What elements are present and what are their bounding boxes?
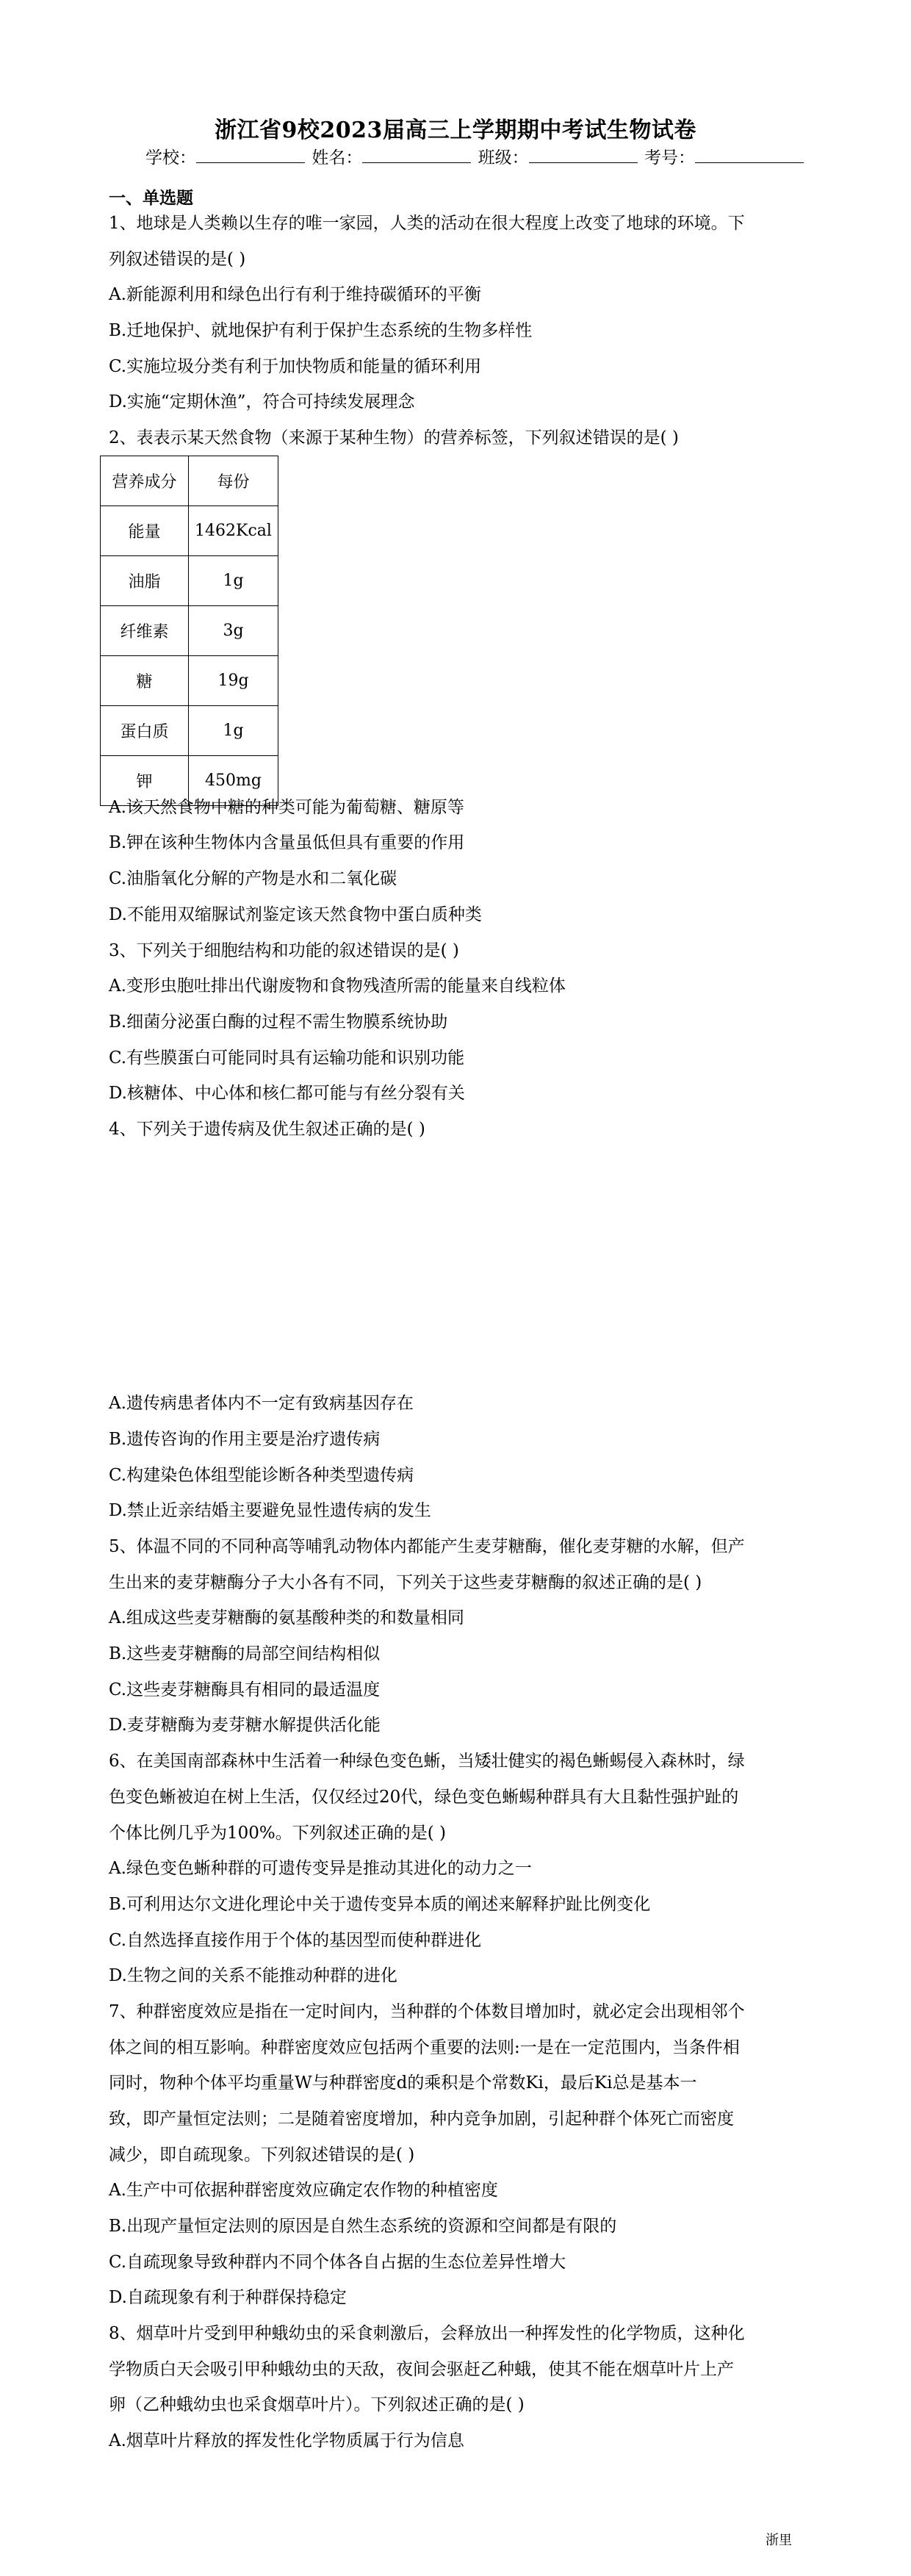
q7-option-d: D.自疏现象有利于种群保持稳定: [109, 2288, 347, 2307]
q4-stem: 4、下列关于遗传病及优生叙述正确的是( ): [109, 1120, 425, 1139]
q7-stem-line5: 减少，即自疏现象。下列叙述错误的是( ): [109, 2145, 415, 2165]
table-row: [101, 506, 278, 556]
table-cell: 钾: [101, 756, 189, 806]
q2-option-a: A.该天然食物中糖的种类可能为葡萄糖、糖原等: [109, 798, 464, 817]
q1-option-c: C.实施垃圾分类有利于加快物质和能量的循环利用: [109, 357, 482, 376]
table-row: [101, 656, 278, 706]
q3-option-d: D.核糖体、中心体和核仁都可能与有丝分裂有关: [109, 1084, 465, 1103]
q6-option-d: D.生物之间的关系不能推动种群的进化: [109, 1966, 397, 1985]
table-cell: 油脂: [101, 556, 189, 606]
q2-stem: 2、表表示某天然食物（来源于某种生物）的营养标签，下列叙述错误的是( ): [109, 428, 679, 447]
q6-stem-line3: 个体比例几乎为100%。下列叙述正确的是( ): [109, 1824, 447, 1843]
q5-stem-line2: 生出来的麦芽糖酶分子大小各有不同，下列关于这些麦芽糖酶的叙述正确的是( ): [109, 1573, 702, 1592]
q6-option-c: C.自然选择直接作用于个体的基因型而使种群进化: [109, 1931, 482, 1950]
q5-stem-line1: 5、体温不同的不同种高等哺乳动物体内都能产生麦芽糖酶，催化麦芽糖的水解，但产: [109, 1537, 745, 1556]
q7-stem-line4: 致，即产量恒定法则；二是随着密度增加，种内竞争加剧，引起种群个体死亡而密度: [109, 2109, 734, 2129]
table-header: 每份: [189, 456, 278, 506]
q1-option-a: A.新能源利用和绿色出行有利于维持碳循环的平衡: [109, 285, 481, 304]
table-header: 营养成分: [101, 456, 189, 506]
q8-stem-line3: 卵（乙种蛾幼虫也采食烟草叶片）。下列叙述正确的是( ): [109, 2395, 525, 2414]
class-blank[interactable]: [529, 148, 638, 163]
table-cell: 1462Kcal: [189, 506, 278, 556]
nutrition-table: [100, 456, 278, 806]
q2-option-b: B.钾在该种生物体内含量虽低但具有重要的作用: [109, 833, 465, 852]
q5-option-b: B.这些麦芽糖酶的局部空间结构相似: [109, 1644, 381, 1663]
table-row: [101, 606, 278, 656]
q4-option-d: D.禁止近亲结婚主要避免显性遗传病的发生: [109, 1501, 431, 1520]
student-info-line: [145, 144, 805, 168]
q7-stem-line3: 同时，物种个体平均重量W与种群密度d的乘积是个常数Ki，最后Ki总是基本一: [109, 2073, 697, 2093]
page-title: 浙江省9校2023届高三上学期期中考试生物试卷: [215, 118, 696, 143]
q6-stem-line2: 色变色蜥被迫在树上生活，仅仅经过20代，绿色变色蜥蜴种群具有大且黏性强护趾的: [109, 1788, 739, 1807]
q8-stem-line1: 8、烟草叶片受到甲种蛾幼虫的采食刺激后，会释放出一种挥发性的化学物质，这种化: [109, 2324, 745, 2343]
class-label: 班级：: [478, 148, 529, 168]
q3-option-b: B.细菌分泌蛋白酶的过程不需生物膜系统协助: [109, 1012, 448, 1032]
q6-option-a: A.绿色变色蜥种群的可遗传变异是推动其进化的动力之一: [109, 1859, 532, 1878]
exam-no-blank[interactable]: [695, 148, 804, 163]
q1-stem-line1: 1、地球是人类赖以生存的唯一家园，人类的活动在很大程度上改变了地球的环境。下: [109, 214, 745, 233]
name-label: 姓名：: [312, 148, 363, 168]
q7-option-c: C.自疏现象导致种群内不同个体各自占据的生态位差异性增大: [109, 2253, 566, 2272]
school-label: 学校：: [145, 148, 196, 168]
q1-option-d: D.实施“定期休渔”，符合可持续发展理念: [109, 392, 415, 411]
name-blank[interactable]: [362, 148, 471, 163]
q8-option-a: A.烟草叶片释放的挥发性化学物质属于行为信息: [109, 2431, 464, 2450]
table-cell: 3g: [189, 606, 278, 656]
q4-option-a: A.遗传病患者体内不一定有致病基因存在: [109, 1394, 414, 1413]
page-footer: 浙里: [766, 2533, 792, 2548]
q7-stem-line2: 体之间的相互影响。种群密度效应包括两个重要的法则:一是在一定范围内，当条件相: [109, 2038, 740, 2057]
table-header-row: [101, 456, 278, 506]
q3-option-a: A.变形虫胞吐排出代谢废物和食物残渣所需的能量来自线粒体: [109, 976, 566, 996]
q3-option-c: C.有些膜蛋白可能同时具有运输功能和识别功能: [109, 1048, 465, 1068]
q7-option-a: A.生产中可依据种群密度效应确定农作物的种植密度: [109, 2181, 498, 2200]
table-cell: 纤维素: [101, 606, 189, 656]
table-cell: 糖: [101, 656, 189, 706]
q4-option-b: B.遗传咨询的作用主要是治疗遗传病: [109, 1430, 381, 1449]
q1-stem-line2: 列叙述错误的是( ): [109, 250, 246, 269]
q7-stem-line1: 7、种群密度效应是指在一定时间内，当种群的个体数目增加时，就必定会出现相邻个: [109, 2002, 745, 2021]
table-row: [101, 706, 278, 756]
table-cell: 450mg: [189, 756, 278, 806]
table-cell: 19g: [189, 656, 278, 706]
table-cell: 蛋白质: [101, 706, 189, 756]
school-blank[interactable]: [196, 148, 305, 163]
table-cell: 能量: [101, 506, 189, 556]
q4-option-c: C.构建染色体组型能诊断各种类型遗传病: [109, 1466, 414, 1485]
q7-option-b: B.出现产量恒定法则的原因是自然生态系统的资源和空间都是有限的: [109, 2217, 617, 2236]
table-cell: 1g: [189, 556, 278, 606]
exam-no-label: 考号：: [644, 148, 695, 168]
section-heading: 一、单选题: [109, 188, 193, 208]
table-cell: 1g: [189, 706, 278, 756]
q2-option-d: D.不能用双缩脲试剂鉴定该天然食物中蛋白质种类: [109, 905, 482, 924]
q6-option-b: B.可利用达尔文进化理论中关于遗传变异本质的阐述来解释护趾比例变化: [109, 1895, 651, 1914]
q5-option-d: D.麦芽糖酶为麦芽糖水解提供活化能: [109, 1716, 381, 1735]
q5-option-c: C.这些麦芽糖酶具有相同的最适温度: [109, 1680, 381, 1699]
q2-option-c: C.油脂氧化分解的产物是水和二氧化碳: [109, 869, 397, 888]
q3-stem: 3、下列关于细胞结构和功能的叙述错误的是( ): [109, 941, 459, 960]
q8-stem-line2: 学物质白天会吸引甲种蛾幼虫的天敌，夜间会驱赶乙种蛾，使其不能在烟草叶片上产: [109, 2360, 734, 2379]
table-row: [101, 556, 278, 606]
q6-stem-line1: 6、在美国南部森林中生活着一种绿色变色蜥，当矮壮健实的褐色蜥蜴侵入森林时，绿: [109, 1752, 745, 1771]
q5-option-a: A.组成这些麦芽糖酶的氨基酸种类的和数量相同: [109, 1608, 464, 1627]
q1-option-b: B.迁地保护、就地保护有利于保护生态系统的生物多样性: [109, 321, 533, 340]
